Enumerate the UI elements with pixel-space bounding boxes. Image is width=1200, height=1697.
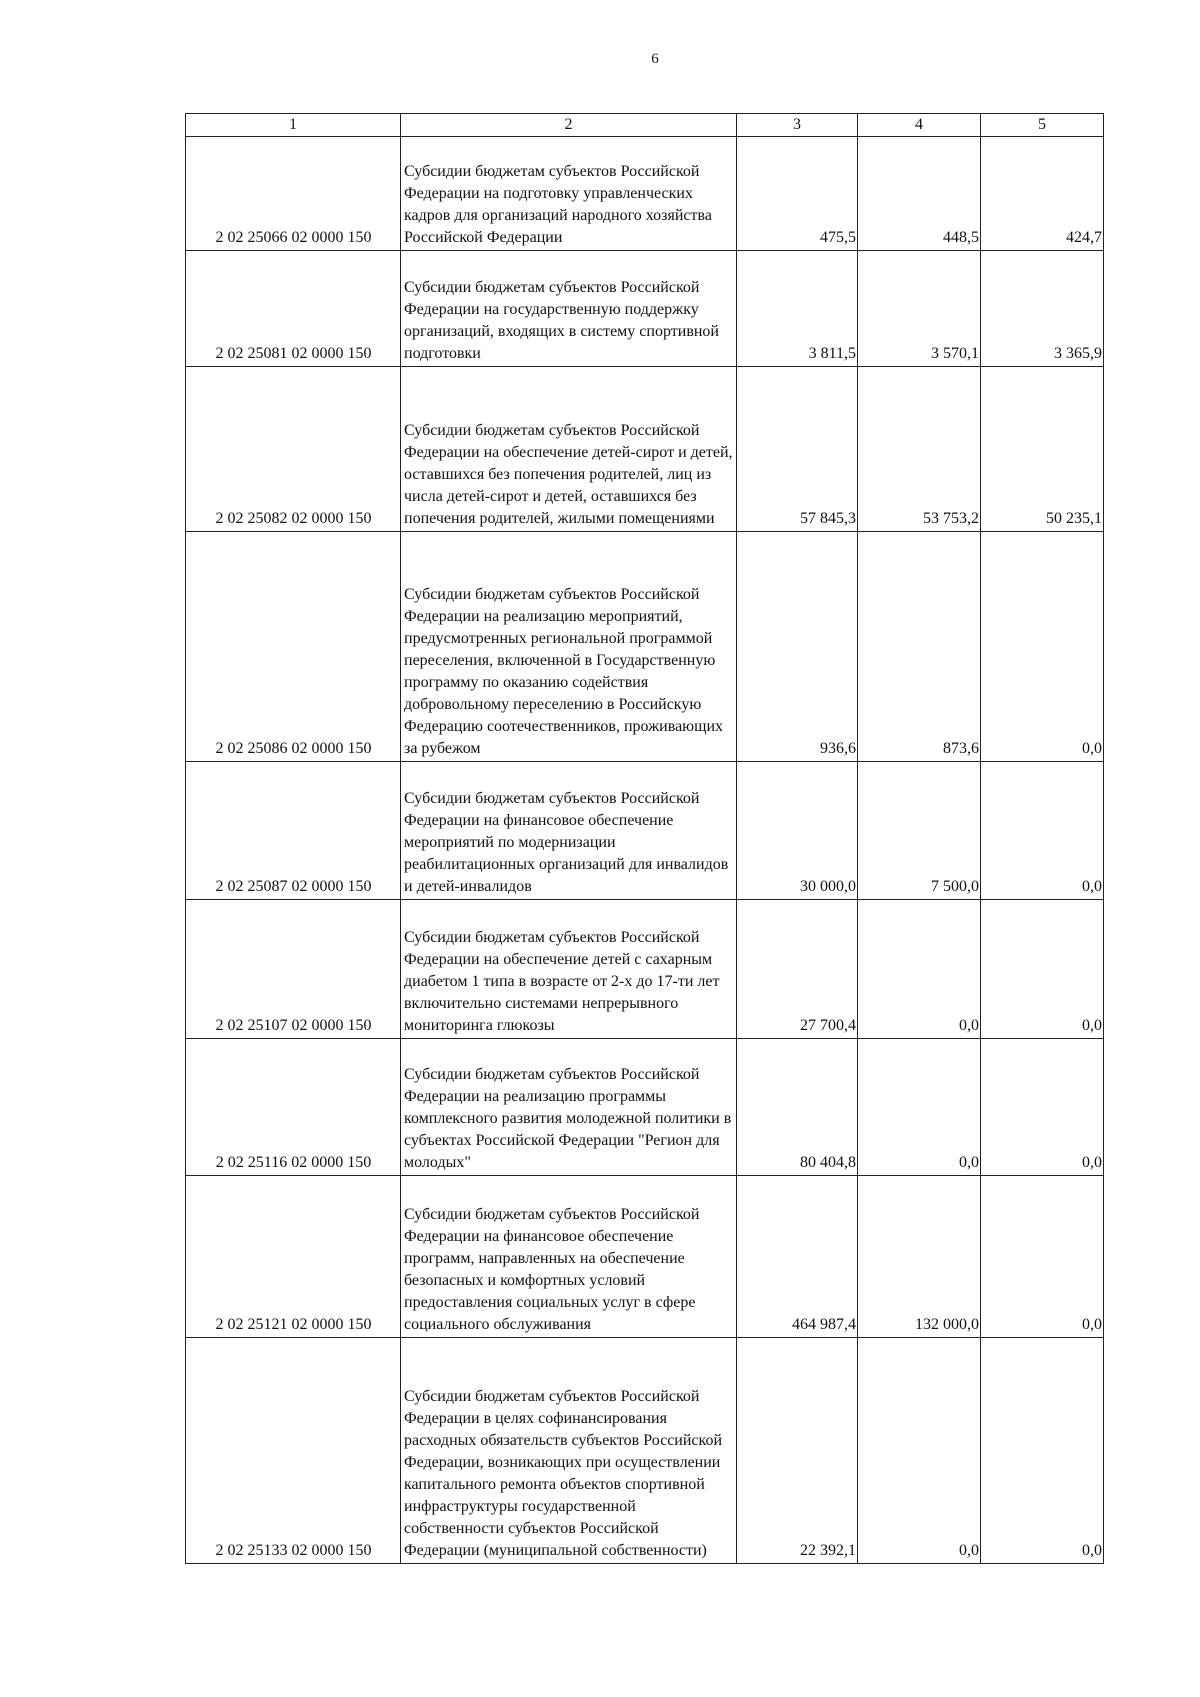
value-col-5: 0,0 [981,900,1104,1039]
value-col-3: 80 404,8 [737,1039,858,1176]
budget-code: 2 02 25082 02 0000 150 [186,367,401,532]
value-col-3: 30 000,0 [737,762,858,900]
subsidy-name: Субсидии бюджетам субъектов Российской Федерации на финансовое обеспечение мероприятий по модернизации реабилитационных организаций для инвалидов и детей-инвалидов [401,762,737,900]
column-header-2: 2 [401,114,737,137]
budget-code: 2 02 25133 02 0000 150 [186,1338,401,1564]
budget-code: 2 02 25121 02 0000 150 [186,1176,401,1338]
subsidy-name: Субсидии бюджетам субъектов Российской Федерации на обеспечение детей-сирот и детей, оставшихся без попечения родителей, лиц из числа детей-сирот и детей, оставшихся без попечения родителей, жилыми помещениями [401,367,737,532]
value-col-5: 0,0 [981,1176,1104,1338]
column-header-3: 3 [737,114,858,137]
budget-code: 2 02 25107 02 0000 150 [186,900,401,1039]
value-col-4: 0,0 [858,1338,981,1564]
value-col-5: 0,0 [981,762,1104,900]
value-col-3: 27 700,4 [737,900,858,1039]
table-row [186,251,1104,367]
subsidy-name: Субсидии бюджетам субъектов Российской Федерации в целях софинансирования расходных обязательств субъектов Российской Федерации, возникающих при осуществлении капитального ремонта объектов спортивной инфраструктуры государственной собственности субъектов Российской Федерации (муниципальной собственности) [401,1338,737,1564]
page-number: 6 [651,51,659,67]
value-col-5: 50 235,1 [981,367,1104,532]
value-col-5: 0,0 [981,532,1104,762]
subsidy-name: Субсидии бюджетам субъектов Российской Федерации на реализацию мероприятий, предусмотренных региональной программой переселения, включенной в Государственную программу по оказанию содействия добровольному переселению в Российскую Федерацию соотечественников, проживающих за рубежом [401,532,737,762]
value-col-4: 3 570,1 [858,251,981,367]
budget-code: 2 02 25116 02 0000 150 [186,1039,401,1176]
table-row [186,137,1104,251]
table-row [186,762,1104,900]
value-col-3: 936,6 [737,532,858,762]
budget-code: 2 02 25086 02 0000 150 [186,532,401,762]
column-header-5: 5 [981,114,1104,137]
budget-code: 2 02 25087 02 0000 150 [186,762,401,900]
table-row [186,532,1104,762]
table-row [186,1176,1104,1338]
subsidy-name: Субсидии бюджетам субъектов Российской Федерации на государственную поддержку организаций, входящих в систему спортивной подготовки [401,251,737,367]
value-col-3: 3 811,5 [737,251,858,367]
value-col-4: 873,6 [858,532,981,762]
table-row [186,1338,1104,1564]
table-row [186,1039,1104,1176]
budget-code: 2 02 25066 02 0000 150 [186,137,401,251]
value-col-4: 7 500,0 [858,762,981,900]
budget-table [185,113,1104,1564]
value-col-5: 0,0 [981,1039,1104,1176]
subsidy-name: Субсидии бюджетам субъектов Российской Федерации на реализацию программы комплексного развития молодежной политики в субъектах Российской Федерации "Регион для молодых" [401,1039,737,1176]
value-col-4: 0,0 [858,1039,981,1176]
subsidy-name: Субсидии бюджетам субъектов Российской Федерации на обеспечение детей с сахарным диабетом 1 типа в возрасте от 2-х до 17-ти лет включительно системами непрерывного мониторинга глюкозы [401,900,737,1039]
column-header-1: 1 [186,114,401,137]
budget-code: 2 02 25081 02 0000 150 [186,251,401,367]
table-row [186,900,1104,1039]
value-col-4: 132 000,0 [858,1176,981,1338]
header-row [186,114,1104,137]
value-col-3: 57 845,3 [737,367,858,532]
value-col-4: 0,0 [858,900,981,1039]
value-col-3: 22 392,1 [737,1338,858,1564]
column-header-4: 4 [858,114,981,137]
value-col-5: 0,0 [981,1338,1104,1564]
value-col-4: 53 753,2 [858,367,981,532]
subsidy-name: Субсидии бюджетам субъектов Российской Федерации на подготовку управленческих кадров для организаций народного хозяйства Российской Федерации [401,137,737,251]
value-col-3: 464 987,4 [737,1176,858,1338]
value-col-3: 475,5 [737,137,858,251]
table-row [186,367,1104,532]
value-col-4: 448,5 [858,137,981,251]
value-col-5: 3 365,9 [981,251,1104,367]
subsidy-name: Субсидии бюджетам субъектов Российской Федерации на финансовое обеспечение программ, направленных на обеспечение безопасных и комфортных условий предоставления социальных услуг в сфере социального обслуживания [401,1176,737,1338]
value-col-5: 424,7 [981,137,1104,251]
